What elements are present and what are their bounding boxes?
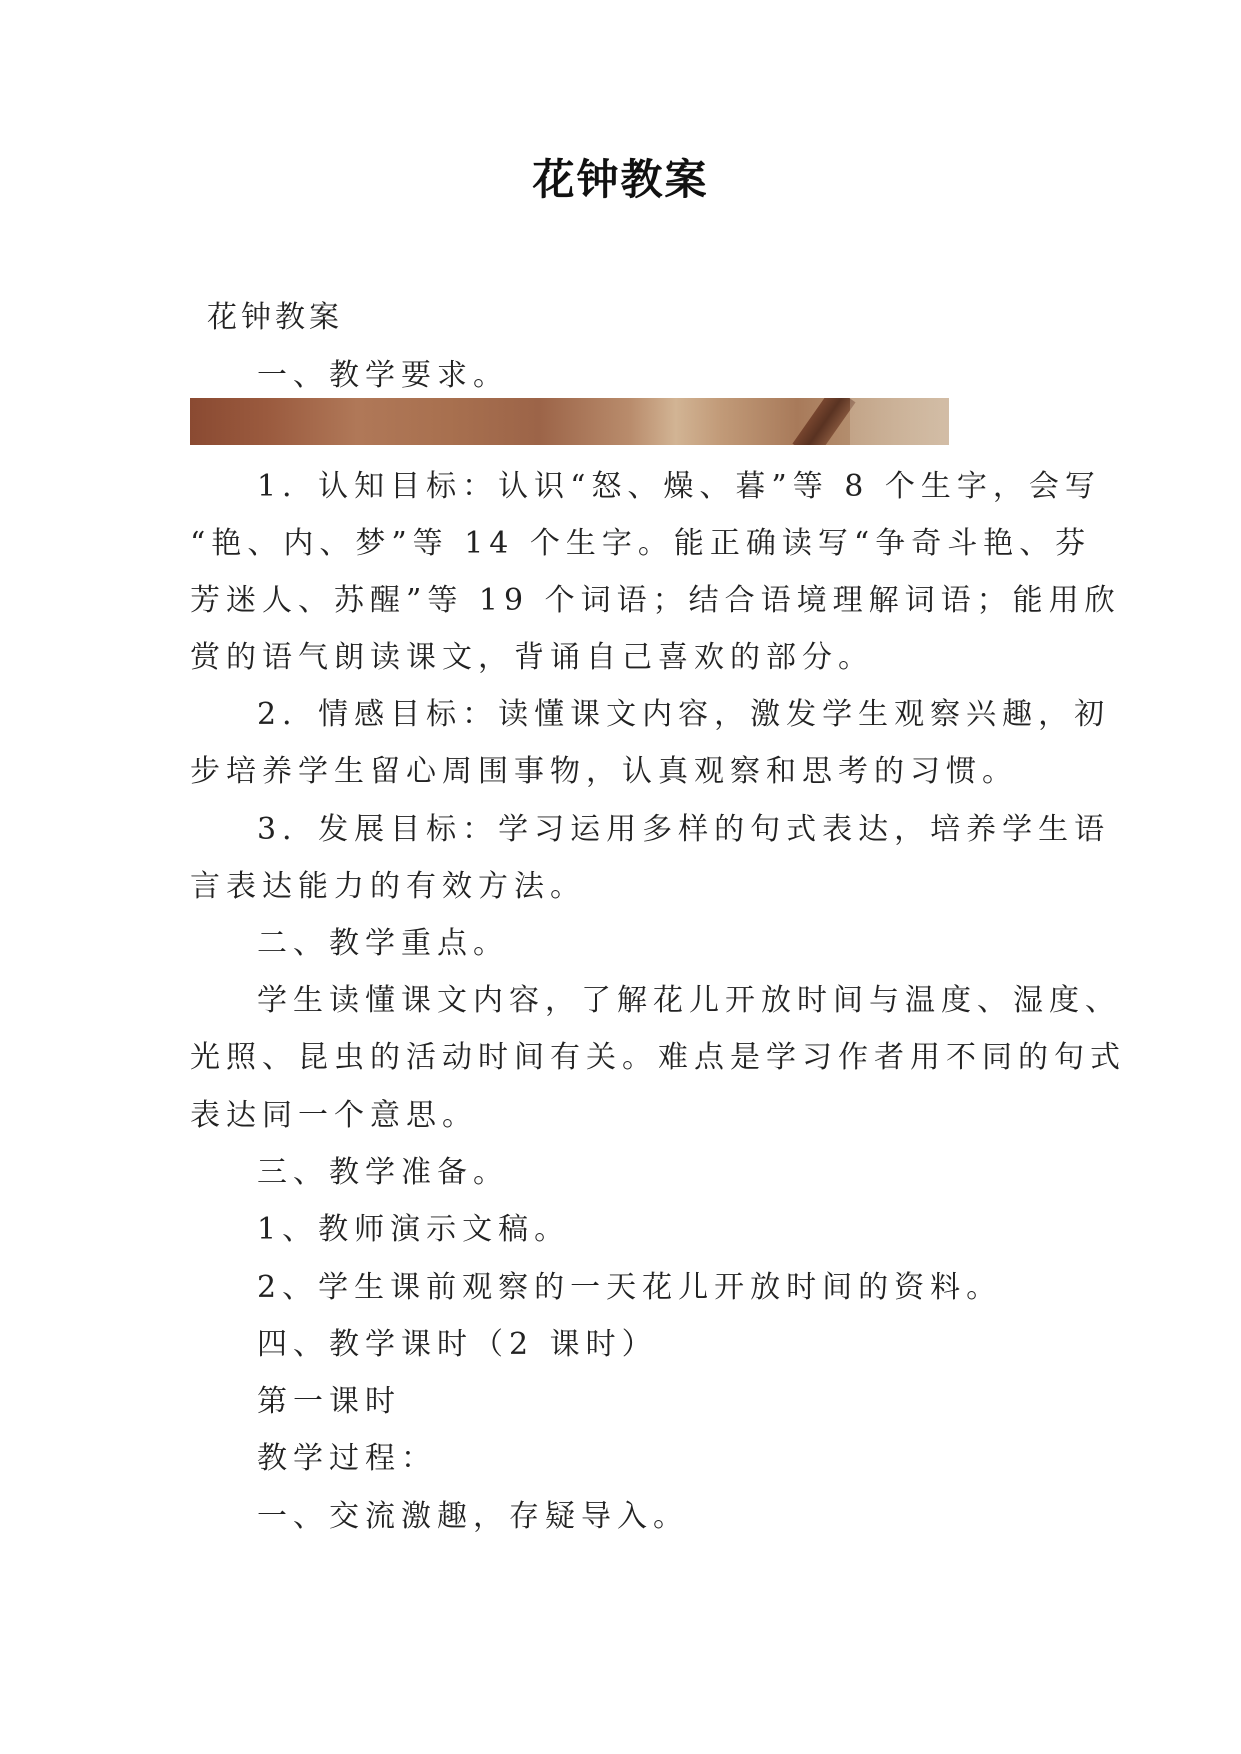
paragraph-line: 光照、昆虫的活动时间有关。难点是学习作者用不同的句式: [190, 1040, 1126, 1075]
paragraph-line: 学生读懂课文内容，了解花儿开放时间与温度、湿度、: [257, 983, 1121, 1018]
heading-teaching-process: 教学过程：: [257, 1441, 437, 1476]
paragraph-line: 表达同一个意思。: [190, 1098, 478, 1133]
paragraph-line: 步培养学生留心周围事物，认真观察和思考的习惯。: [190, 754, 1018, 789]
banner-glare-shape: [850, 398, 949, 445]
paragraph-line: 赏的语气朗读课文，背诵自己喜欢的部分。: [190, 640, 874, 675]
heading-first-period: 第一课时: [257, 1384, 401, 1419]
heading-step-one: 一、交流激趣，存疑导入。: [257, 1499, 689, 1534]
banner-stripe-shape: [792, 398, 855, 445]
paragraph-line: 1．认知目标：认识“怒、燥、暮”等 8 个生字，会写: [257, 469, 1101, 504]
heading-teaching-periods: 四、教学课时（2 课时）: [257, 1327, 658, 1362]
heading-teaching-requirements: 一、教学要求。: [257, 358, 509, 393]
list-item: 1、教师演示文稿。: [257, 1212, 571, 1247]
paragraph-line: 言表达能力的有效方法。: [190, 869, 586, 904]
paragraph-line: 2．情感目标：读懂课文内容，激发学生观察兴趣，初: [257, 697, 1111, 732]
decorative-wood-banner-image: [190, 398, 949, 445]
document-title: 花钟教案: [532, 155, 709, 204]
paragraph-line: “艳、内、梦”等 14 个生字。能正确读写“争奇斗艳、芬: [190, 526, 1092, 561]
paragraph-line: 芳迷人、苏醒”等 19 个词语；结合语境理解词语；能用欣: [190, 583, 1121, 618]
heading-teaching-focus: 二、教学重点。: [257, 926, 509, 961]
list-item: 2、学生课前观察的一天花儿开放时间的资料。: [257, 1270, 1003, 1305]
document-subtitle: 花钟教案: [207, 300, 343, 335]
paragraph-line: 3．发展目标：学习运用多样的句式表达，培养学生语: [257, 812, 1111, 847]
heading-teaching-preparation: 三、教学准备。: [257, 1155, 509, 1190]
